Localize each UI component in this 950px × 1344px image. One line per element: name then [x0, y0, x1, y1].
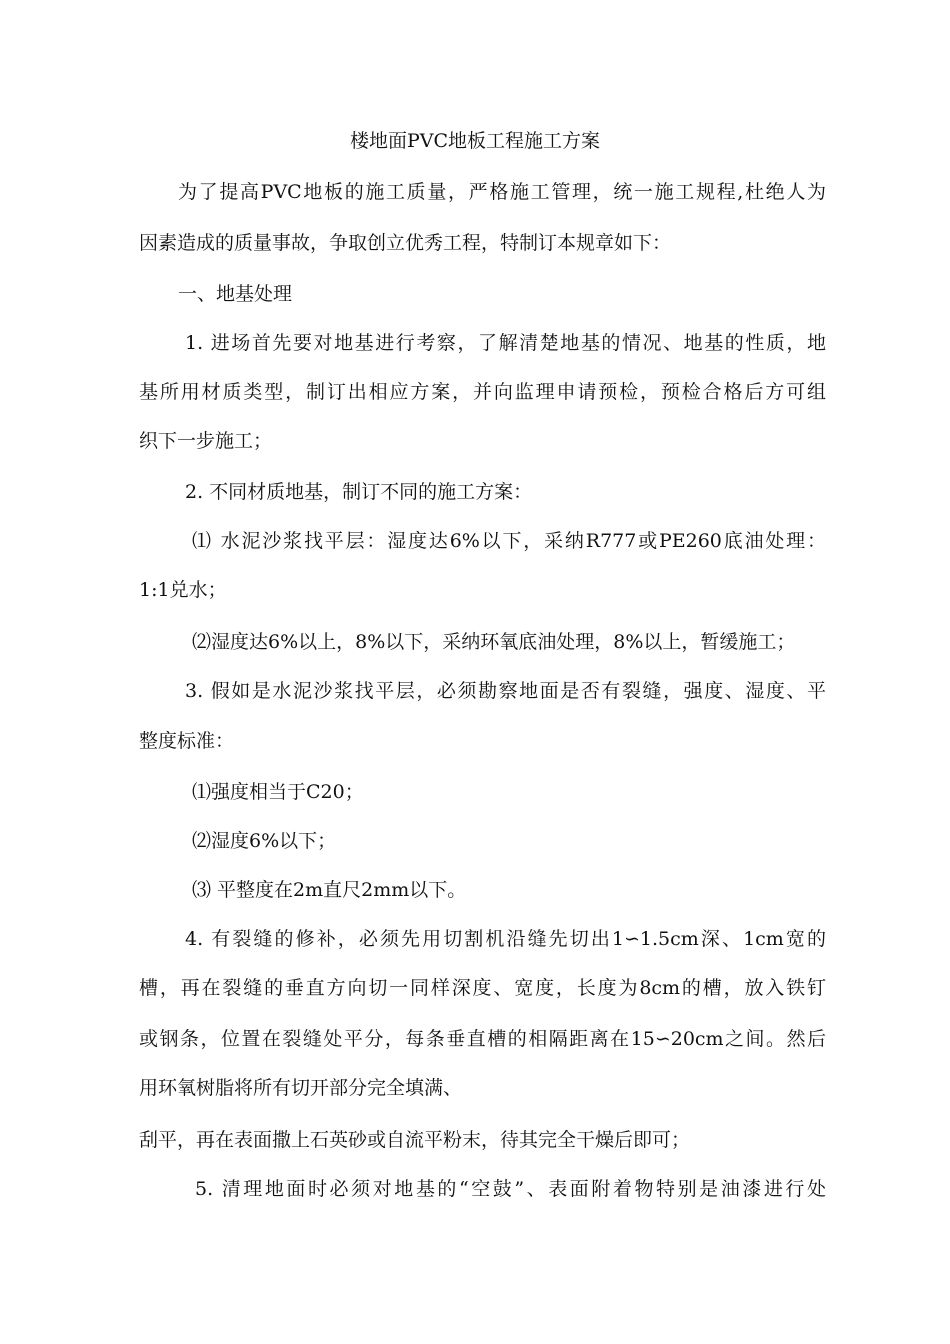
list-item: ⑵湿度6%以下；	[192, 830, 337, 852]
list-item: ⑶ 平整度在2m直尺2mm以下。	[192, 879, 467, 901]
paragraph-line: 2. 不同材质地基，制订不同的施工方案：	[185, 481, 533, 503]
paragraph-line: 基所用材质类型，制订出相应方案，并向监理申请预检，预检合格后方可组	[139, 381, 826, 403]
paragraph-line: 1. 进场首先要对地基进行考察，了解清楚地基的情况、地基的性质，地	[185, 332, 826, 354]
paragraph-line: 或钢条，位置在裂缝处平分，每条垂直槽的相隔距离在15∽20cm之间。然后	[139, 1028, 826, 1050]
paragraph-line: 4. 有裂缝的修补，必须先用切割机沿缝先切出1∽1.5cm深、1cm宽的	[185, 928, 826, 950]
list-item: ⑴强度相当于C20；	[192, 781, 364, 803]
section-heading: 一、地基处理	[178, 283, 293, 305]
paragraph-line: 槽，再在裂缝的垂直方向切一同样深度、宽度，长度为8cm的槽，放入铁钉	[139, 977, 826, 999]
paragraph-line: 1:1兑水；	[139, 579, 227, 601]
paragraph-line: 为了提高PVC地板的施工质量，严格施工管理，统一施工规程,杜绝人为	[178, 181, 826, 203]
paragraph-line: 5. 清理地面时必须对地基的“空鼓”、表面附着物特别是油漆进行处	[195, 1178, 826, 1200]
paragraph-line: 织下一步施工；	[139, 430, 273, 452]
paragraph-line: 因素造成的质量事故，争取创立优秀工程，特制订本规章如下：	[139, 232, 672, 254]
paragraph-line: 整度标准：	[139, 730, 235, 752]
paragraph-line: ⑵湿度达6%以上，8%以下，采纳环氧底油处理，8%以上，暂缓施工；	[192, 631, 796, 653]
paragraph-line: ⑴ 水泥沙浆找平层：湿度达6%以下，采纳R777或PE260底油处理：	[192, 530, 826, 552]
paragraph-line: 用环氧树脂将所有切开部分完全填满、	[139, 1077, 463, 1099]
paragraph-line: 刮平，再在表面撒上石英砂或自流平粉末，待其完全干燥后即可；	[139, 1129, 691, 1151]
document-title: 楼地面PVC地板工程施工方案	[349, 130, 601, 152]
paragraph-line: 3. 假如是水泥沙浆找平层，必须勘察地面是否有裂缝，强度、湿度、平	[185, 680, 826, 702]
